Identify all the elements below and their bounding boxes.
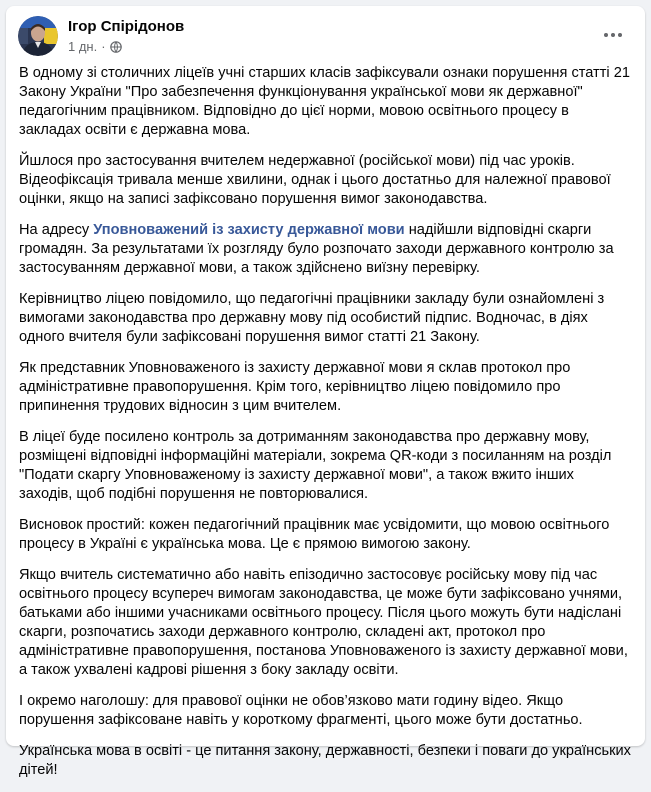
paragraph: Керівництво ліцею повідомило, що педагогічні працівники закладу були ознайомлені з вимогами законодавства про державну мову під особистий підпис. Водночас, в діях одного вчителя були зафіксовані порушення вимог статті 21 Закону. xyxy=(19,291,605,345)
paragraph: Йшлося про застосування вчителем недержавної (російської мови) під час уроків. Відеофіксація тривала менше хвилини, однак і цього достатньо для належної правової оцінки, якщо на записі зафіксовано порушення вимог законодавства. xyxy=(19,153,611,207)
post-card xyxy=(6,6,645,778)
globe-icon[interactable] xyxy=(110,41,122,53)
more-options-icon[interactable] xyxy=(599,25,627,45)
paragraph xyxy=(19,221,631,278)
avatar-image xyxy=(18,16,58,56)
paragraph-text: надійшли відповідні скарги громадян. За результатами їх розгляду було розпочато заходи державного контролю за застосуванням державної мови, а також здійснено виїзну перевірку. xyxy=(19,222,614,276)
paragraph: В ліцеї буде посилено контроль за дотриманням законодавства про державну мову, розміщені відповідні інформаційні матеріали, зокрема QR-коди з посиланням на розділ "Подати скаргу Уповноваженому із захисту державної мови", а також вжито інших заходів, щоб подібні порушення не повторювалися. xyxy=(19,429,612,502)
mention-link[interactable]: Уповноважений із захисту державної мови xyxy=(93,222,405,238)
author-name[interactable]: Ігор Спірідонов xyxy=(68,18,185,35)
paragraph: І окремо наголошу: для правової оцінки не обов’язково мати годину відео. Якщо порушення зафіксоване навіть у короткому фрагменті, цього може бути достатньо. xyxy=(19,693,583,728)
paragraph: Висновок простий: кожен педагогічний працівник має усвідомити, що мовою освітнього процесу в Україні є українська мова. Це є прямою вимогою закону. xyxy=(19,517,610,552)
paragraph: Як представник Уповноваженого із захисту державної мови я склав протокол про адміністративне правопорушення. Крім того, керівництво ліцею повідомило про припинення трудових відносин з цим вчителем. xyxy=(19,360,571,414)
post-meta xyxy=(68,39,122,54)
meta-separator: · xyxy=(101,39,106,54)
paragraph-text: На адресу xyxy=(19,222,94,238)
paragraph: В одному зі столичних ліцеїв учні старших класів зафіксували ознаки порушення статті 21 Закону України "Про забезпечення функціонування української мови як державної" педагогічним працівником. Відповідно до цієї норми, мовою освітнього процесу в закладах освіти є державна мова. xyxy=(19,65,630,138)
post-timestamp[interactable]: 1 дн. xyxy=(68,39,98,54)
avatar[interactable] xyxy=(18,16,58,56)
paragraph: Якщо вчитель систематично або навіть епізодично застосовує російську мову під час освітнього процесу всупереч вимогам законодавства, це може бути зафіксовано учнями, батьками або іншими учасниками освітнього процесу. Після цього можуть бути надіслані скарги, розпочатись заходи державного контролю, складені акт, протокол про адміністративне правопорушення, постанова Уповноваженого із захисту державної мови, а також ухвалені кадрові рішення з боку закладу освіти. xyxy=(19,567,628,678)
paragraph: Українська мова в освіті - це питання закону, державності, безпеки і поваги до українських дітей! xyxy=(19,743,631,778)
post-body xyxy=(19,64,631,792)
post-header xyxy=(18,15,645,63)
